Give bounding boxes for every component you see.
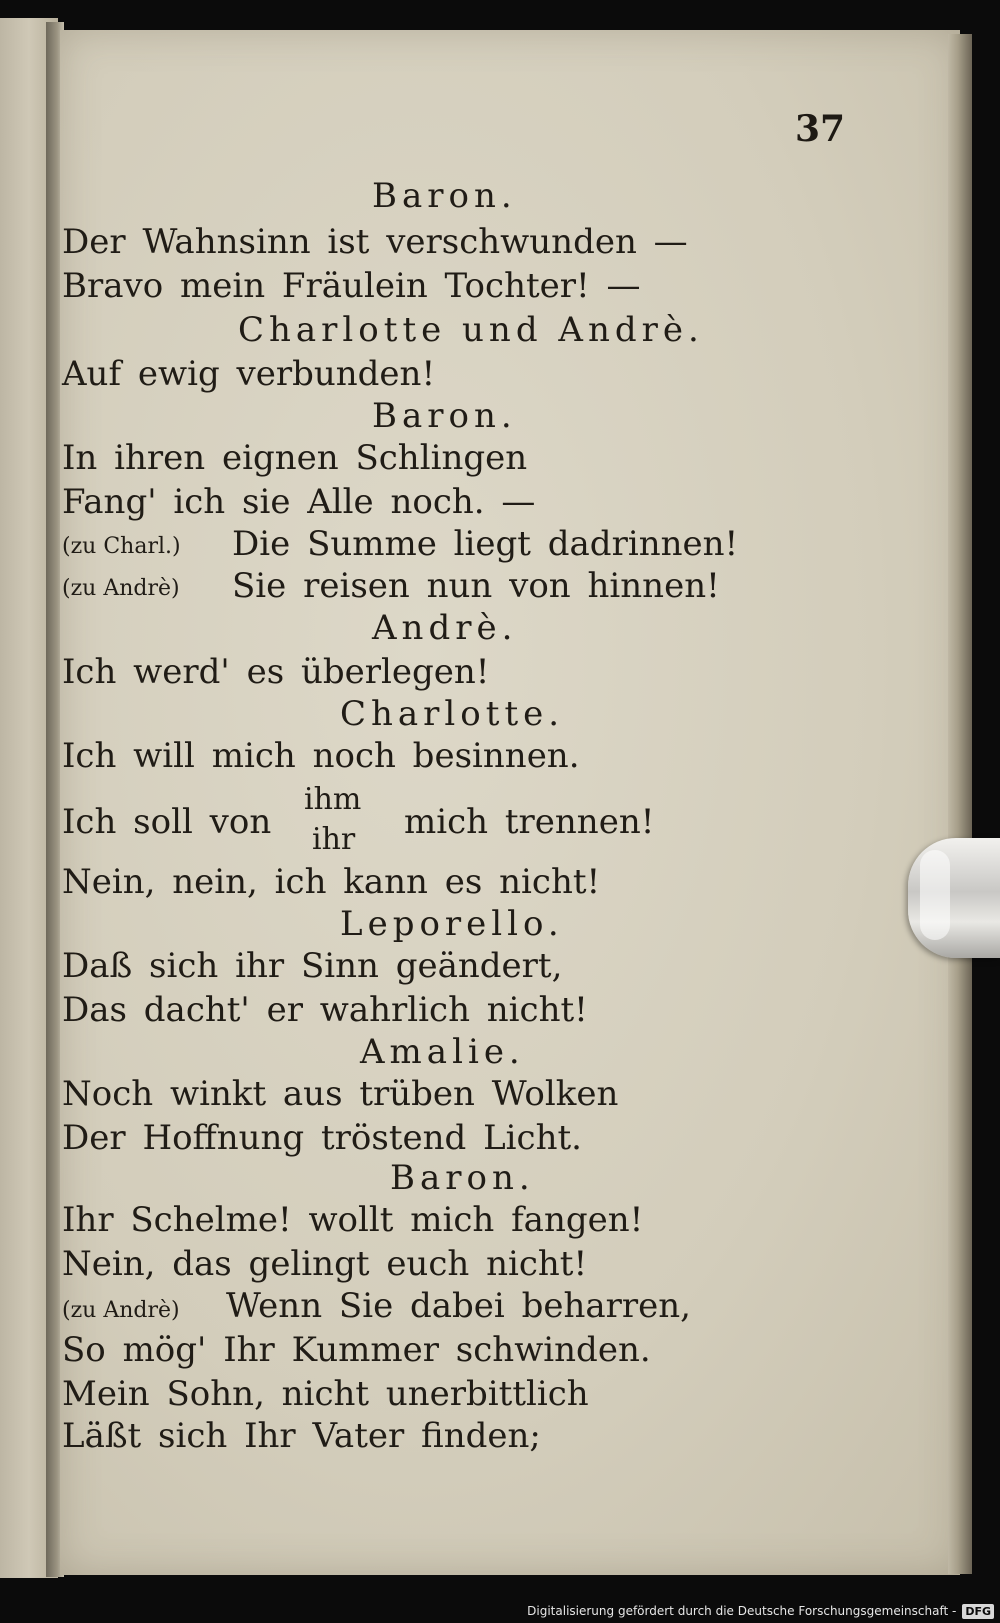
footer-credit-text: Digitalisierung gefördert durch die Deutsche Forschungsgemeinschaft - [527,1604,957,1618]
speaker-heading: Amalie. [360,1032,525,1072]
stage-direction: (zu Charl.) [62,534,181,559]
verse-line: Der Wahnsinn ist verschwunden — [62,222,688,262]
verse-line: Läßt sich Ihr Vater finden; [62,1416,541,1456]
verse-line-part: mich trennen! [404,802,655,842]
verse-line: So mög' Ihr Kummer schwinden. [62,1330,651,1370]
speaker-heading: Baron. [372,396,517,436]
verse-line: Daß sich ihr Sinn geändert, [62,946,563,986]
verse-line: Nein, nein, ich kann es nicht! [62,862,601,902]
verse-line: Der Hoffnung tröstend Licht. [62,1118,582,1158]
verse-line: Die Summe liegt dadrinnen! [232,524,739,564]
stacked-word-top: ihm [304,782,362,817]
speaker-heading: Baron. [372,176,517,216]
verse-line: Nein, das gelingt euch nicht! [62,1244,588,1284]
verse-line: Fang' ich sie Alle noch. — [62,482,536,522]
page-clip-highlight [920,850,950,940]
verse-line-part: Ich soll von [62,802,272,842]
speaker-heading: Leporello. [340,904,564,944]
speaker-heading: Charlotte. [340,694,565,734]
speaker-heading: Baron. [390,1158,535,1198]
verse-line: Das dacht' er wahrlich nicht! [62,990,588,1030]
stage-direction: (zu Andrè) [62,1298,180,1323]
speaker-heading: Charlotte und Andrè. [238,310,704,350]
digitization-footer [519,1599,1000,1623]
page-edge [948,34,972,1574]
page-number: 37 [795,108,846,150]
verse-line: Bravo mein Fräulein Tochter! — [62,266,641,306]
verse-line: Ich werd' es überlegen! [62,652,490,692]
dfg-logo: DFG [962,1604,994,1619]
stage-direction: (zu Andrè) [62,576,180,601]
verse-line: Auf ewig verbunden! [62,354,436,394]
stacked-word-bottom: ihr [312,822,356,857]
verse-line: Noch winkt aus trüben Wolken [62,1074,619,1114]
verse-line: Ihr Schelme! wollt mich fangen! [62,1200,644,1240]
verse-line: Mein Sohn, nicht unerbittlich [62,1374,589,1414]
verse-line: Ich will mich noch besinnen. [62,736,580,776]
speaker-heading: Andrè. [372,608,518,648]
verse-line: In ihren eignen Schlingen [62,438,528,478]
verse-line: Sie reisen nun von hinnen! [232,566,720,606]
verse-line: Wenn Sie dabei beharren, [226,1286,691,1326]
